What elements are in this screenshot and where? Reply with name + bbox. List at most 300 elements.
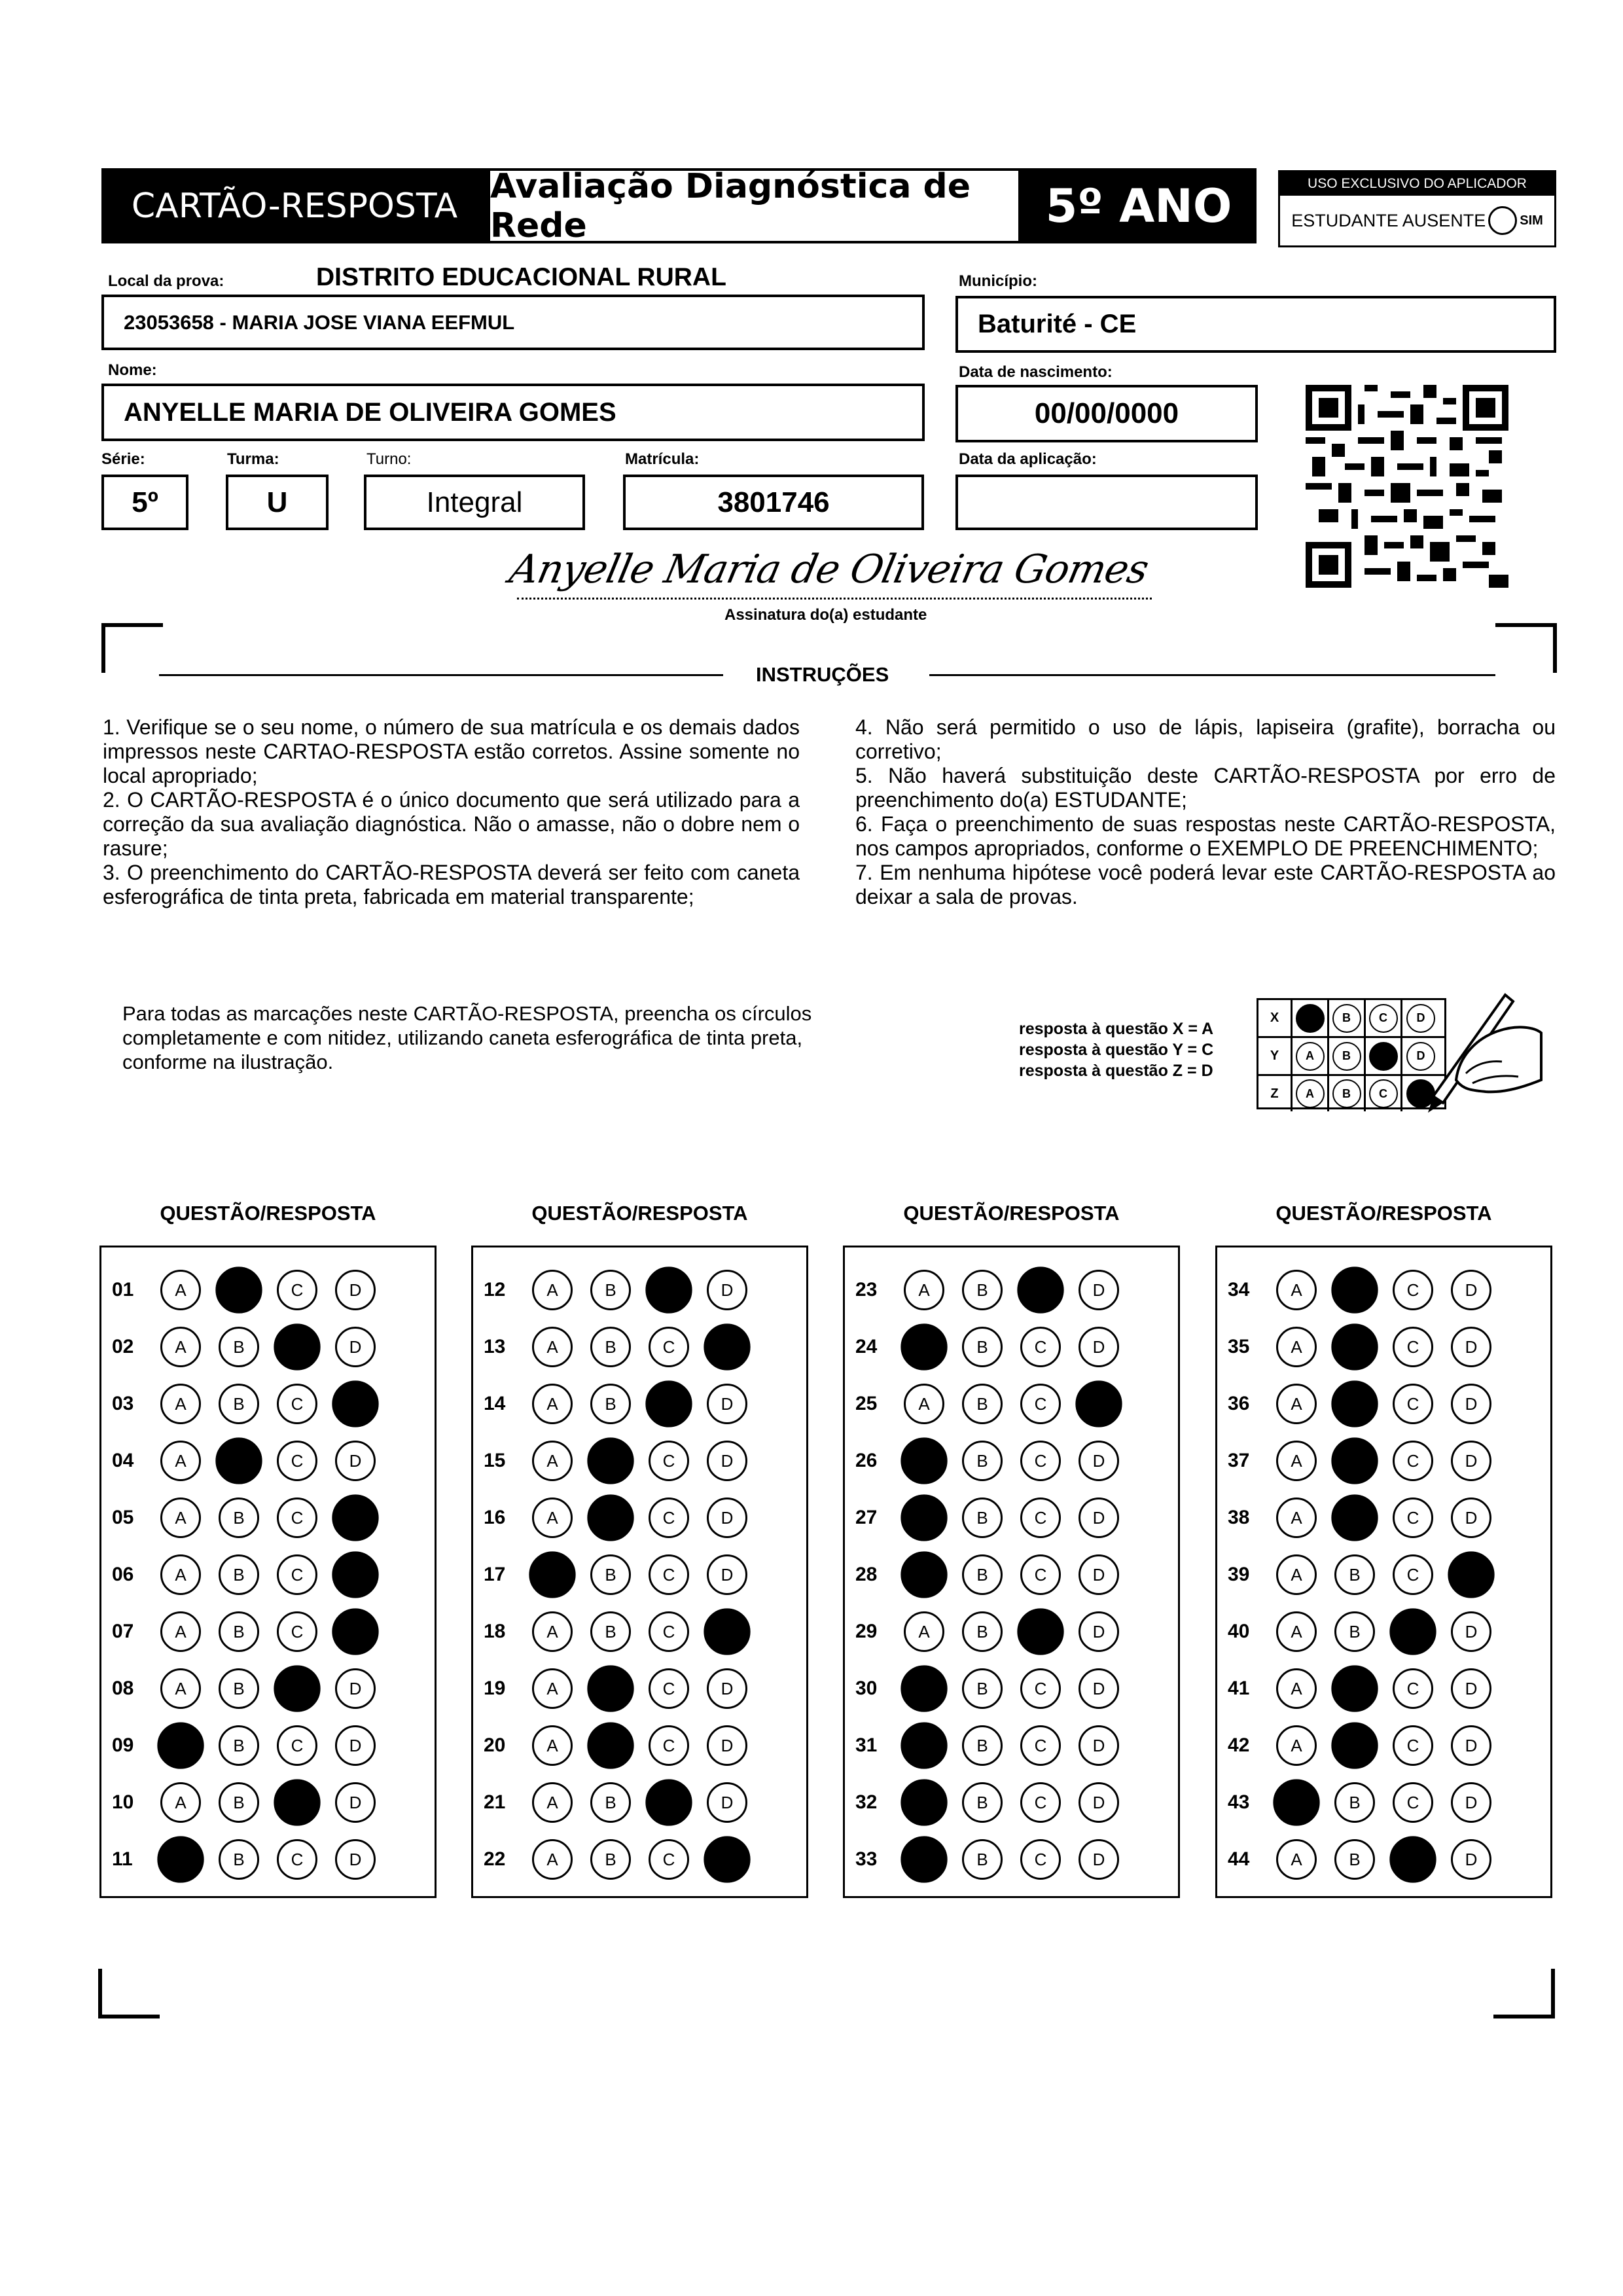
answer-bubble-c[interactable]: C [649,1327,689,1367]
answer-bubble-d[interactable]: D [1451,1441,1491,1481]
answer-row [1217,1327,1509,1367]
answer-row [845,1726,1137,1765]
answer-bubble-d[interactable]: D [1079,1725,1119,1766]
answer-bubble-b[interactable] [1331,1437,1378,1484]
answer-bubble-b[interactable] [1331,1380,1378,1427]
answer-bubble-b[interactable] [1331,1494,1378,1541]
answer-bubble-a[interactable] [901,1665,947,1712]
answer-bubble-c[interactable] [1389,1608,1436,1655]
legend-z: resposta à questão Z = D [1019,1062,1213,1080]
answer-bubble-b[interactable] [215,1437,262,1484]
answer-bubble-c[interactable] [1017,1608,1063,1655]
answer-bubble-b[interactable]: B [219,1668,259,1709]
answer-bubble-c[interactable]: C [277,1384,317,1424]
answer-bubble-b[interactable]: B [219,1839,259,1880]
example-cell [1293,1076,1329,1111]
answer-bubble-c[interactable]: C [649,1554,689,1595]
answer-bubble-d[interactable]: D [335,1839,376,1880]
answer-row [845,1840,1137,1879]
answer-bubble-b[interactable]: B [219,1384,259,1424]
aplicacao-field[interactable] [955,475,1258,530]
answer-bubble-a[interactable]: A [1276,1498,1317,1538]
answer-bubble-d[interactable]: D [1451,1327,1491,1367]
answer-bubble-b[interactable]: B [962,1725,1003,1766]
answer-bubble-d[interactable]: D [1079,1554,1119,1595]
answer-row [101,1612,393,1651]
answer-bubble-a[interactable] [157,1722,204,1768]
example-cell [1329,1000,1366,1036]
example-bubble-c: C [1369,1079,1398,1108]
question-number: 31 [855,1734,878,1756]
question-number: 11 [112,1848,133,1870]
example-bubble-d: D [1406,1042,1435,1071]
question-number: 42 [1228,1734,1250,1756]
answer-row [1217,1669,1509,1708]
answer-bubble-a[interactable]: A [1276,1725,1317,1766]
answer-bubble-b[interactable]: B [219,1554,259,1595]
answer-row [845,1783,1137,1822]
answer-bubble-d[interactable]: D [1451,1668,1491,1709]
answer-bubble-a[interactable]: A [532,1327,573,1367]
answer-bubble-d[interactable]: D [1451,1782,1491,1823]
answer-bubble-d[interactable]: D [1451,1384,1491,1424]
answer-bubble-a[interactable] [901,1836,947,1882]
answer-bubble-a[interactable] [901,1494,947,1541]
answer-bubble-c[interactable]: C [1393,1270,1433,1310]
answer-bubble-c[interactable]: C [1020,1725,1061,1766]
question-number: 21 [484,1791,506,1813]
answer-bubble-c[interactable]: C [277,1725,317,1766]
answer-bubble-c[interactable] [274,1665,320,1712]
example-cell [1293,1000,1329,1036]
answer-bubble-a[interactable]: A [160,1270,201,1310]
answer-bubble-b[interactable]: B [219,1611,259,1652]
answer-bubble-c[interactable]: C [649,1668,689,1709]
turno-value: Integral [426,486,523,518]
answer-bubble-d[interactable]: D [335,1441,376,1481]
answer-bubble-d[interactable] [704,1836,750,1882]
answer-row [101,1441,393,1480]
column-title: QUESTÃO/RESPOSTA [903,1202,1120,1225]
answer-row [1217,1441,1509,1480]
answer-bubble-c[interactable]: C [1020,1782,1061,1823]
answer-bubble-b[interactable]: B [219,1725,259,1766]
answer-bubble-d[interactable]: D [1079,1498,1119,1538]
answer-bubble-c[interactable]: C [1020,1327,1061,1367]
answer-bubble-a[interactable] [157,1836,204,1882]
answer-bubble-d[interactable] [332,1608,378,1655]
answer-panel [471,1246,808,1898]
answer-row [845,1384,1137,1424]
instruction-7: 7. Em nenhuma hipótese você poderá levar este CARTÃO-RESPOSTA ao deixar a sala de provas. [855,861,1556,908]
answer-bubble-a[interactable]: A [160,1441,201,1481]
answer-row [1217,1498,1509,1537]
answer-bubble-c[interactable]: C [1393,1725,1433,1766]
question-number: 17 [484,1564,506,1585]
instruction-1: 1. Verifique se o seu nome, o número de sua matrícula e os demais dados impressos neste CARTAO-RESPOSTA estão corretos. Assine somente no local apropriado; [103,715,800,787]
answer-bubble-a[interactable]: A [160,1554,201,1595]
instructions-left [103,715,800,909]
example-cell [1329,1038,1366,1074]
answer-bubble-d[interactable]: D [1079,1839,1119,1880]
answer-bubble-c[interactable]: C [1393,1441,1433,1481]
example-row-label: Z [1258,1076,1293,1111]
answer-bubble-b[interactable]: B [962,1384,1003,1424]
answer-bubble-c[interactable]: C [1020,1668,1061,1709]
matricula-label: Matrícula: [625,450,700,468]
answer-bubble-a[interactable]: A [1276,1441,1317,1481]
answer-bubble-c[interactable] [645,1266,692,1313]
answer-bubble-c[interactable] [645,1380,692,1427]
answer-bubble-b[interactable]: B [590,1384,631,1424]
answer-bubble-c[interactable]: C [277,1611,317,1652]
answer-bubble-b[interactable]: B [962,1498,1003,1538]
answer-bubble-c[interactable] [274,1323,320,1370]
example-bubble-b: B [1332,1079,1361,1108]
answer-bubble-d[interactable]: D [707,1384,747,1424]
school-field [101,295,925,350]
answer-row [473,1726,765,1765]
answer-bubble-c[interactable]: C [649,1725,689,1766]
answer-bubble-d[interactable] [1075,1380,1122,1427]
example-bubble-a [1296,1004,1325,1033]
answer-bubble-b[interactable] [587,1437,633,1484]
question-number: 40 [1228,1621,1250,1642]
corner-mark-top-left [101,623,163,673]
answer-bubble-d[interactable]: D [1451,1839,1491,1880]
answer-bubble-c[interactable]: C [277,1498,317,1538]
answer-bubble-a[interactable]: A [532,1839,573,1880]
answer-bubble-d[interactable] [704,1608,750,1655]
grade-title-text: 5º ANO [1045,179,1232,233]
absent-label: ESTUDANTE AUSENTE [1291,210,1486,230]
question-number: 13 [484,1336,506,1357]
answer-bubble-b[interactable]: B [590,1270,631,1310]
answer-row [845,1270,1137,1310]
answer-bubble-d[interactable]: D [1079,1668,1119,1709]
answer-bubble-a[interactable] [901,1437,947,1484]
answer-row [101,1327,393,1367]
answer-bubble-a[interactable]: A [532,1782,573,1823]
answer-bubble-a[interactable] [901,1779,947,1825]
answer-bubble-c[interactable]: C [1020,1384,1061,1424]
answer-bubble-b[interactable]: B [1334,1554,1375,1595]
question-number: 14 [484,1393,506,1414]
answer-bubble-c[interactable]: C [1020,1441,1061,1481]
answer-bubble-d[interactable]: D [707,1441,747,1481]
answer-row [473,1441,765,1480]
instruction-4: 4. Não será permitido o uso de lápis, lapiseira (grafite), borracha ou corretivo; [855,715,1556,763]
municipio-label: Município: [959,272,1037,290]
answer-row [101,1840,393,1879]
question-number: 19 [484,1677,506,1699]
answer-row [1217,1726,1509,1765]
answer-bubble-c[interactable]: C [1393,1327,1433,1367]
answer-bubble-a[interactable]: A [1276,1668,1317,1709]
signature [506,547,1152,592]
answer-bubble-a[interactable]: A [532,1725,573,1766]
answer-bubble-d[interactable]: D [707,1782,747,1823]
answer-bubble-a[interactable]: A [160,1384,201,1424]
question-number: 37 [1228,1450,1250,1471]
example-bubble-a: A [1296,1079,1325,1108]
answer-bubble-b[interactable]: B [1334,1782,1375,1823]
turno-label: Turno: [366,450,412,468]
answer-bubble-d[interactable]: D [1079,1782,1119,1823]
question-number: 38 [1228,1507,1250,1528]
example-bubble-b: B [1332,1042,1361,1071]
answer-bubble-b[interactable]: B [590,1554,631,1595]
question-number: 01 [112,1279,134,1300]
question-number: 07 [112,1621,134,1642]
answer-bubble-d[interactable] [704,1323,750,1370]
answer-bubble-c[interactable]: C [1393,1554,1433,1595]
example-bubble-b: B [1332,1004,1361,1033]
answer-bubble-a[interactable]: A [532,1270,573,1310]
nome-value: ANYELLE MARIA DE OLIVEIRA GOMES [124,397,616,427]
question-number: 20 [484,1734,506,1756]
answer-row [473,1327,765,1367]
answer-bubble-c[interactable]: C [649,1441,689,1481]
answer-bubble-c[interactable]: C [649,1498,689,1538]
answer-row [1217,1612,1509,1651]
answer-bubble-d[interactable]: D [335,1270,376,1310]
answer-row [473,1384,765,1424]
answer-bubble-d[interactable]: D [707,1725,747,1766]
question-number: 03 [112,1393,134,1414]
question-number: 02 [112,1336,134,1357]
card-title [101,168,488,243]
answer-bubble-a[interactable]: A [904,1384,944,1424]
answer-bubble-c[interactable]: C [649,1611,689,1652]
answer-bubble-b[interactable]: B [1334,1611,1375,1652]
answer-bubble-d[interactable]: D [335,1725,376,1766]
example-row-label: Y [1258,1038,1293,1074]
absent-option: SIM [1520,213,1543,228]
nome-field [101,384,925,441]
answer-row [1217,1555,1509,1594]
question-number: 39 [1228,1564,1250,1585]
answer-bubble-a[interactable]: A [904,1611,944,1652]
answer-bubble-b[interactable]: B [962,1782,1003,1823]
question-number: 09 [112,1734,134,1756]
answer-bubble-d[interactable]: D [1079,1327,1119,1367]
question-number: 04 [112,1450,134,1471]
answer-row [1217,1384,1509,1424]
question-number: 28 [855,1564,878,1585]
question-number: 12 [484,1279,506,1300]
answer-bubble-b[interactable] [587,1494,633,1541]
answer-row [845,1669,1137,1708]
answer-panel [1215,1246,1552,1898]
answer-bubble-c[interactable]: C [1020,1498,1061,1538]
answer-bubble-d[interactable]: D [1079,1270,1119,1310]
answer-row [473,1840,765,1879]
answer-bubble-c[interactable]: C [1393,1668,1433,1709]
answer-bubble-a[interactable]: A [532,1498,573,1538]
answer-bubble-a[interactable]: A [1276,1839,1317,1880]
answer-bubble-a[interactable]: A [532,1611,573,1652]
answer-bubble-d[interactable]: D [707,1668,747,1709]
answer-bubble-a[interactable] [1273,1779,1319,1825]
answer-bubble-b[interactable] [215,1266,262,1313]
answer-bubble-a[interactable]: A [160,1611,201,1652]
answer-bubble-a[interactable]: A [1276,1327,1317,1367]
answer-bubble-b[interactable]: B [590,1611,631,1652]
answer-bubble-c[interactable]: C [1393,1782,1433,1823]
answer-bubble-a[interactable]: A [532,1441,573,1481]
answer-bubble-a[interactable]: A [532,1668,573,1709]
answer-row [1217,1840,1509,1879]
answer-bubble-b[interactable] [587,1665,633,1712]
answer-bubble-b[interactable] [587,1722,633,1768]
answer-row [473,1270,765,1310]
answer-bubble-b[interactable]: B [962,1839,1003,1880]
instructions-title: INSTRUÇÕES [756,663,889,686]
answer-row [101,1669,393,1708]
absent-checkbox[interactable] [1488,206,1517,235]
answer-bubble-c[interactable]: C [1020,1839,1061,1880]
answer-bubble-a[interactable]: A [160,1327,201,1367]
answer-bubble-a[interactable]: A [532,1384,573,1424]
answer-bubble-d[interactable]: D [1451,1611,1491,1652]
answer-bubble-d[interactable]: D [1079,1441,1119,1481]
answer-row [101,1270,393,1310]
answer-bubble-b[interactable]: B [962,1668,1003,1709]
answer-row [101,1555,393,1594]
answer-bubble-b[interactable]: B [962,1270,1003,1310]
answer-bubble-c[interactable]: C [277,1839,317,1880]
answer-bubble-d[interactable]: D [1451,1725,1491,1766]
example-cell [1293,1038,1329,1074]
answer-bubble-b[interactable]: B [962,1327,1003,1367]
answer-bubble-d[interactable] [332,1380,378,1427]
answer-bubble-b[interactable]: B [962,1611,1003,1652]
district-name: DISTRITO EDUCACIONAL RURAL [316,263,726,291]
answer-row [473,1783,765,1822]
example-cell [1366,1038,1402,1074]
question-number: 16 [484,1507,506,1528]
answer-bubble-a[interactable] [901,1323,947,1370]
answer-bubble-a[interactable]: A [1276,1270,1317,1310]
question-number: 32 [855,1791,878,1813]
instruction-3: 3. O preenchimento do CARTÃO-RESPOSTA deverá ser feito com caneta esferográfica de tinta preta, fabricada em material transparente; [103,861,800,908]
answer-bubble-a[interactable]: A [160,1668,201,1709]
answer-bubble-d[interactable]: D [335,1327,376,1367]
answer-bubble-c[interactable] [645,1779,692,1825]
answer-bubble-a[interactable]: A [160,1782,201,1823]
answer-row [845,1612,1137,1651]
answer-bubble-a[interactable]: A [160,1498,201,1538]
answer-row [1217,1783,1509,1822]
answer-bubble-b[interactable] [1331,1266,1378,1313]
turma-field [226,475,329,530]
question-number: 41 [1228,1677,1250,1699]
answer-row [473,1498,765,1537]
answer-bubble-c[interactable] [274,1779,320,1825]
answer-bubble-b[interactable] [1331,1722,1378,1768]
legend-x: resposta à questão X = A [1019,1020,1214,1038]
instruction-6: 6. Faça o preenchimento de suas respostas neste CARTÃO-RESPOSTA, nos campos apropriados, conforme o EXEMPLO DE PREENCHIMENTO; [855,812,1556,860]
answer-bubble-d[interactable]: D [707,1498,747,1538]
answer-bubble-a[interactable] [901,1722,947,1768]
answer-bubble-b[interactable]: B [219,1782,259,1823]
answer-bubble-a[interactable]: A [1276,1554,1317,1595]
answer-panel [843,1246,1180,1898]
answer-bubble-c[interactable]: C [1020,1554,1061,1595]
instructions-right [855,715,1556,909]
instruction-2: 2. O CARTÃO-RESPOSTA é o único documento que será utilizado para a correção da sua avaliação diagnóstica. Não o amasse, não o dobre nem o rasure; [103,788,800,860]
answer-bubble-d[interactable]: D [1451,1498,1491,1538]
corner-mark-bottom-left [98,1969,160,2018]
answer-bubble-d[interactable]: D [335,1668,376,1709]
answer-bubble-c[interactable] [1389,1836,1436,1882]
answer-bubble-d[interactable] [1448,1551,1494,1598]
qr-code [1306,385,1508,588]
answer-bubble-b[interactable]: B [590,1839,631,1880]
answer-bubble-d[interactable]: D [335,1782,376,1823]
answer-bubble-c[interactable]: C [649,1839,689,1880]
answer-bubble-b[interactable]: B [219,1327,259,1367]
school-value: 23053658 - MARIA JOSE VIANA EEFMUL [124,310,515,334]
answer-bubble-c[interactable]: C [277,1441,317,1481]
answer-row [845,1555,1137,1594]
answer-bubble-a[interactable] [529,1551,575,1598]
answer-bubble-d[interactable]: D [707,1270,747,1310]
answer-bubble-b[interactable]: B [590,1327,631,1367]
answer-bubble-b[interactable]: B [219,1498,259,1538]
answer-bubble-b[interactable]: B [962,1441,1003,1481]
answer-bubble-b[interactable]: B [590,1782,631,1823]
instructions-rule-right [929,674,1495,676]
question-number: 33 [855,1848,878,1870]
answer-bubble-d[interactable] [332,1551,378,1598]
example-legend [1019,1018,1213,1081]
instruction-5: 5. Não haverá substituição deste CARTÃO-RESPOSTA por erro de preenchimento do(a) ESTUDANTE; [855,764,1556,812]
answer-bubble-c[interactable]: C [277,1270,317,1310]
answer-bubble-b[interactable]: B [962,1554,1003,1595]
signature-line [517,598,1152,600]
answer-bubble-b[interactable]: B [1334,1839,1375,1880]
answer-bubble-b[interactable] [1331,1665,1378,1712]
answer-row [101,1384,393,1424]
answer-bubble-c[interactable]: C [277,1554,317,1595]
answer-bubble-b[interactable] [1331,1323,1378,1370]
answer-bubble-c[interactable]: C [1393,1498,1433,1538]
answer-bubble-d[interactable]: D [1079,1611,1119,1652]
answer-bubble-d[interactable]: D [1451,1270,1491,1310]
answer-bubble-c[interactable] [1017,1266,1063,1313]
answer-bubble-d[interactable] [332,1494,378,1541]
question-number: 10 [112,1791,134,1813]
example-bubble-d: D [1406,1004,1435,1033]
question-number: 43 [1228,1791,1250,1813]
answer-bubble-a[interactable]: A [904,1270,944,1310]
answer-bubble-a[interactable] [901,1551,947,1598]
corner-mark-bottom-right [1493,1969,1555,2018]
answer-bubble-c[interactable]: C [1393,1384,1433,1424]
answer-bubble-a[interactable]: A [1276,1611,1317,1652]
answer-row [101,1726,393,1765]
turno-field [364,475,585,530]
question-number: 36 [1228,1393,1250,1414]
turma-value: U [266,486,288,518]
legend-y: resposta à questão Y = C [1019,1041,1214,1059]
answer-bubble-a[interactable]: A [1276,1384,1317,1424]
answer-bubble-d[interactable]: D [707,1554,747,1595]
question-number: 08 [112,1677,134,1699]
serie-field [101,475,188,530]
